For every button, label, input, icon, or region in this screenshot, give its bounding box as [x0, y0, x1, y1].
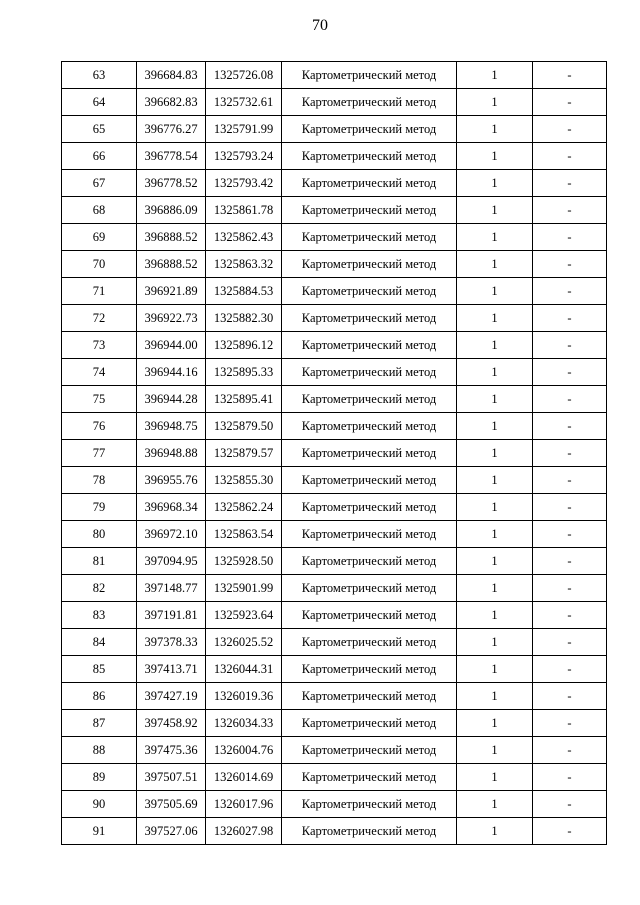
value-cell: 1: [457, 170, 533, 197]
value-cell: 1: [457, 521, 533, 548]
y-coordinate-cell: 1326019.36: [206, 683, 282, 710]
table-row: [62, 818, 607, 845]
method-cell: Картометрический метод: [282, 737, 457, 764]
value-cell: 1: [457, 440, 533, 467]
method-cell: Картометрический метод: [282, 575, 457, 602]
table-row: [62, 791, 607, 818]
y-coordinate-cell: 1325862.24: [206, 494, 282, 521]
point-number-cell: 83: [62, 602, 137, 629]
coordinates-table: [61, 61, 607, 845]
dash-cell: -: [533, 332, 607, 359]
point-number-cell: 63: [62, 62, 137, 89]
dash-cell: -: [533, 197, 607, 224]
x-coordinate-cell: 397527.06: [137, 818, 206, 845]
value-cell: 1: [457, 791, 533, 818]
table-row: [62, 683, 607, 710]
method-cell: Картометрический метод: [282, 494, 457, 521]
dash-cell: -: [533, 440, 607, 467]
y-coordinate-cell: 1325791.99: [206, 116, 282, 143]
dash-cell: -: [533, 764, 607, 791]
point-number-cell: 66: [62, 143, 137, 170]
dash-cell: -: [533, 224, 607, 251]
y-coordinate-cell: 1325928.50: [206, 548, 282, 575]
point-number-cell: 85: [62, 656, 137, 683]
point-number-cell: 79: [62, 494, 137, 521]
x-coordinate-cell: 396778.52: [137, 170, 206, 197]
table-row: [62, 548, 607, 575]
point-number-cell: 78: [62, 467, 137, 494]
table-row: [62, 602, 607, 629]
y-coordinate-cell: 1326014.69: [206, 764, 282, 791]
table-row: [62, 575, 607, 602]
table-row: [62, 440, 607, 467]
point-number-cell: 81: [62, 548, 137, 575]
method-cell: Картометрический метод: [282, 386, 457, 413]
x-coordinate-cell: 396886.09: [137, 197, 206, 224]
method-cell: Картометрический метод: [282, 710, 457, 737]
y-coordinate-cell: 1325879.50: [206, 413, 282, 440]
x-coordinate-cell: 397507.51: [137, 764, 206, 791]
dash-cell: -: [533, 359, 607, 386]
value-cell: 1: [457, 764, 533, 791]
value-cell: 1: [457, 548, 533, 575]
dash-cell: -: [533, 683, 607, 710]
y-coordinate-cell: 1325726.08: [206, 62, 282, 89]
x-coordinate-cell: 397475.36: [137, 737, 206, 764]
dash-cell: -: [533, 818, 607, 845]
x-coordinate-cell: 396776.27: [137, 116, 206, 143]
value-cell: 1: [457, 305, 533, 332]
point-number-cell: 87: [62, 710, 137, 737]
x-coordinate-cell: 396684.83: [137, 62, 206, 89]
point-number-cell: 84: [62, 629, 137, 656]
dash-cell: -: [533, 278, 607, 305]
dash-cell: -: [533, 143, 607, 170]
method-cell: Картометрический метод: [282, 467, 457, 494]
method-cell: Картометрический метод: [282, 359, 457, 386]
dash-cell: -: [533, 602, 607, 629]
x-coordinate-cell: 397505.69: [137, 791, 206, 818]
table-row: [62, 197, 607, 224]
y-coordinate-cell: 1325895.33: [206, 359, 282, 386]
x-coordinate-cell: 396944.28: [137, 386, 206, 413]
page-number: 70: [312, 17, 328, 34]
x-coordinate-cell: 396948.88: [137, 440, 206, 467]
value-cell: 1: [457, 656, 533, 683]
point-number-cell: 86: [62, 683, 137, 710]
point-number-cell: 76: [62, 413, 137, 440]
y-coordinate-cell: 1325863.54: [206, 521, 282, 548]
value-cell: 1: [457, 683, 533, 710]
value-cell: 1: [457, 116, 533, 143]
y-coordinate-cell: 1325861.78: [206, 197, 282, 224]
point-number-cell: 70: [62, 251, 137, 278]
x-coordinate-cell: 397458.92: [137, 710, 206, 737]
table-row: [62, 89, 607, 116]
x-coordinate-cell: 396778.54: [137, 143, 206, 170]
table-row: [62, 629, 607, 656]
table-row: [62, 305, 607, 332]
dash-cell: -: [533, 521, 607, 548]
y-coordinate-cell: 1325901.99: [206, 575, 282, 602]
dash-cell: -: [533, 548, 607, 575]
method-cell: Картометрический метод: [282, 143, 457, 170]
table-row: [62, 332, 607, 359]
method-cell: Картометрический метод: [282, 116, 457, 143]
method-cell: Картометрический метод: [282, 764, 457, 791]
point-number-cell: 77: [62, 440, 137, 467]
value-cell: 1: [457, 602, 533, 629]
y-coordinate-cell: 1325732.61: [206, 89, 282, 116]
value-cell: 1: [457, 575, 533, 602]
point-number-cell: 68: [62, 197, 137, 224]
method-cell: Картометрический метод: [282, 602, 457, 629]
value-cell: 1: [457, 494, 533, 521]
point-number-cell: 65: [62, 116, 137, 143]
dash-cell: -: [533, 710, 607, 737]
value-cell: 1: [457, 737, 533, 764]
point-number-cell: 90: [62, 791, 137, 818]
table-row: [62, 170, 607, 197]
table-row: [62, 413, 607, 440]
method-cell: Картометрический метод: [282, 656, 457, 683]
dash-cell: -: [533, 116, 607, 143]
x-coordinate-cell: 396972.10: [137, 521, 206, 548]
point-number-cell: 82: [62, 575, 137, 602]
value-cell: 1: [457, 197, 533, 224]
point-number-cell: 88: [62, 737, 137, 764]
point-number-cell: 91: [62, 818, 137, 845]
table-row: [62, 278, 607, 305]
x-coordinate-cell: 396944.16: [137, 359, 206, 386]
method-cell: Картометрический метод: [282, 413, 457, 440]
method-cell: Картометрический метод: [282, 440, 457, 467]
table-row: [62, 143, 607, 170]
y-coordinate-cell: 1325863.32: [206, 251, 282, 278]
method-cell: Картометрический метод: [282, 683, 457, 710]
x-coordinate-cell: 397427.19: [137, 683, 206, 710]
point-number-cell: 89: [62, 764, 137, 791]
table-row: [62, 62, 607, 89]
table-row: [62, 251, 607, 278]
x-coordinate-cell: 396922.73: [137, 305, 206, 332]
y-coordinate-cell: 1325895.41: [206, 386, 282, 413]
method-cell: Картометрический метод: [282, 791, 457, 818]
coordinates-table-body: [62, 62, 607, 845]
table-row: [62, 467, 607, 494]
point-number-cell: 67: [62, 170, 137, 197]
value-cell: 1: [457, 359, 533, 386]
method-cell: Картометрический метод: [282, 818, 457, 845]
method-cell: Картометрический метод: [282, 89, 457, 116]
y-coordinate-cell: 1326017.96: [206, 791, 282, 818]
x-coordinate-cell: 397191.81: [137, 602, 206, 629]
x-coordinate-cell: 396888.52: [137, 224, 206, 251]
value-cell: 1: [457, 62, 533, 89]
dash-cell: -: [533, 251, 607, 278]
value-cell: 1: [457, 386, 533, 413]
value-cell: 1: [457, 251, 533, 278]
y-coordinate-cell: 1326044.31: [206, 656, 282, 683]
point-number-cell: 80: [62, 521, 137, 548]
y-coordinate-cell: 1326027.98: [206, 818, 282, 845]
y-coordinate-cell: 1325896.12: [206, 332, 282, 359]
x-coordinate-cell: 396948.75: [137, 413, 206, 440]
method-cell: Картометрический метод: [282, 62, 457, 89]
method-cell: Картометрический метод: [282, 170, 457, 197]
dash-cell: -: [533, 737, 607, 764]
dash-cell: -: [533, 62, 607, 89]
y-coordinate-cell: 1325923.64: [206, 602, 282, 629]
value-cell: 1: [457, 143, 533, 170]
dash-cell: -: [533, 575, 607, 602]
x-coordinate-cell: 396888.52: [137, 251, 206, 278]
point-number-cell: 71: [62, 278, 137, 305]
table-row: [62, 737, 607, 764]
x-coordinate-cell: 397413.71: [137, 656, 206, 683]
point-number-cell: 74: [62, 359, 137, 386]
y-coordinate-cell: 1325884.53: [206, 278, 282, 305]
value-cell: 1: [457, 278, 533, 305]
x-coordinate-cell: 397378.33: [137, 629, 206, 656]
table-row: [62, 359, 607, 386]
dash-cell: -: [533, 494, 607, 521]
value-cell: 1: [457, 629, 533, 656]
table-row: [62, 764, 607, 791]
x-coordinate-cell: 396682.83: [137, 89, 206, 116]
method-cell: Картометрический метод: [282, 224, 457, 251]
y-coordinate-cell: 1325862.43: [206, 224, 282, 251]
table-row: [62, 710, 607, 737]
y-coordinate-cell: 1326034.33: [206, 710, 282, 737]
method-cell: Картометрический метод: [282, 305, 457, 332]
dash-cell: -: [533, 170, 607, 197]
value-cell: 1: [457, 89, 533, 116]
y-coordinate-cell: 1325793.42: [206, 170, 282, 197]
method-cell: Картометрический метод: [282, 251, 457, 278]
table-row: [62, 656, 607, 683]
point-number-cell: 73: [62, 332, 137, 359]
x-coordinate-cell: 396955.76: [137, 467, 206, 494]
point-number-cell: 69: [62, 224, 137, 251]
y-coordinate-cell: 1325793.24: [206, 143, 282, 170]
table-row: [62, 224, 607, 251]
value-cell: 1: [457, 224, 533, 251]
method-cell: Картометрический метод: [282, 278, 457, 305]
dash-cell: -: [533, 89, 607, 116]
method-cell: Картометрический метод: [282, 521, 457, 548]
value-cell: 1: [457, 467, 533, 494]
dash-cell: -: [533, 791, 607, 818]
method-cell: Картометрический метод: [282, 332, 457, 359]
x-coordinate-cell: 397148.77: [137, 575, 206, 602]
y-coordinate-cell: 1325855.30: [206, 467, 282, 494]
y-coordinate-cell: 1325882.30: [206, 305, 282, 332]
table-row: [62, 521, 607, 548]
point-number-cell: 75: [62, 386, 137, 413]
dash-cell: -: [533, 413, 607, 440]
y-coordinate-cell: 1326025.52: [206, 629, 282, 656]
dash-cell: -: [533, 386, 607, 413]
value-cell: 1: [457, 413, 533, 440]
value-cell: 1: [457, 818, 533, 845]
dash-cell: -: [533, 467, 607, 494]
method-cell: Картометрический метод: [282, 629, 457, 656]
point-number-cell: 64: [62, 89, 137, 116]
value-cell: 1: [457, 332, 533, 359]
dash-cell: -: [533, 629, 607, 656]
x-coordinate-cell: 396944.00: [137, 332, 206, 359]
table-row: [62, 494, 607, 521]
dash-cell: -: [533, 305, 607, 332]
x-coordinate-cell: 396968.34: [137, 494, 206, 521]
y-coordinate-cell: 1326004.76: [206, 737, 282, 764]
x-coordinate-cell: 396921.89: [137, 278, 206, 305]
table-row: [62, 386, 607, 413]
point-number-cell: 72: [62, 305, 137, 332]
dash-cell: -: [533, 656, 607, 683]
table-row: [62, 116, 607, 143]
method-cell: Картометрический метод: [282, 548, 457, 575]
x-coordinate-cell: 397094.95: [137, 548, 206, 575]
y-coordinate-cell: 1325879.57: [206, 440, 282, 467]
value-cell: 1: [457, 710, 533, 737]
method-cell: Картометрический метод: [282, 197, 457, 224]
